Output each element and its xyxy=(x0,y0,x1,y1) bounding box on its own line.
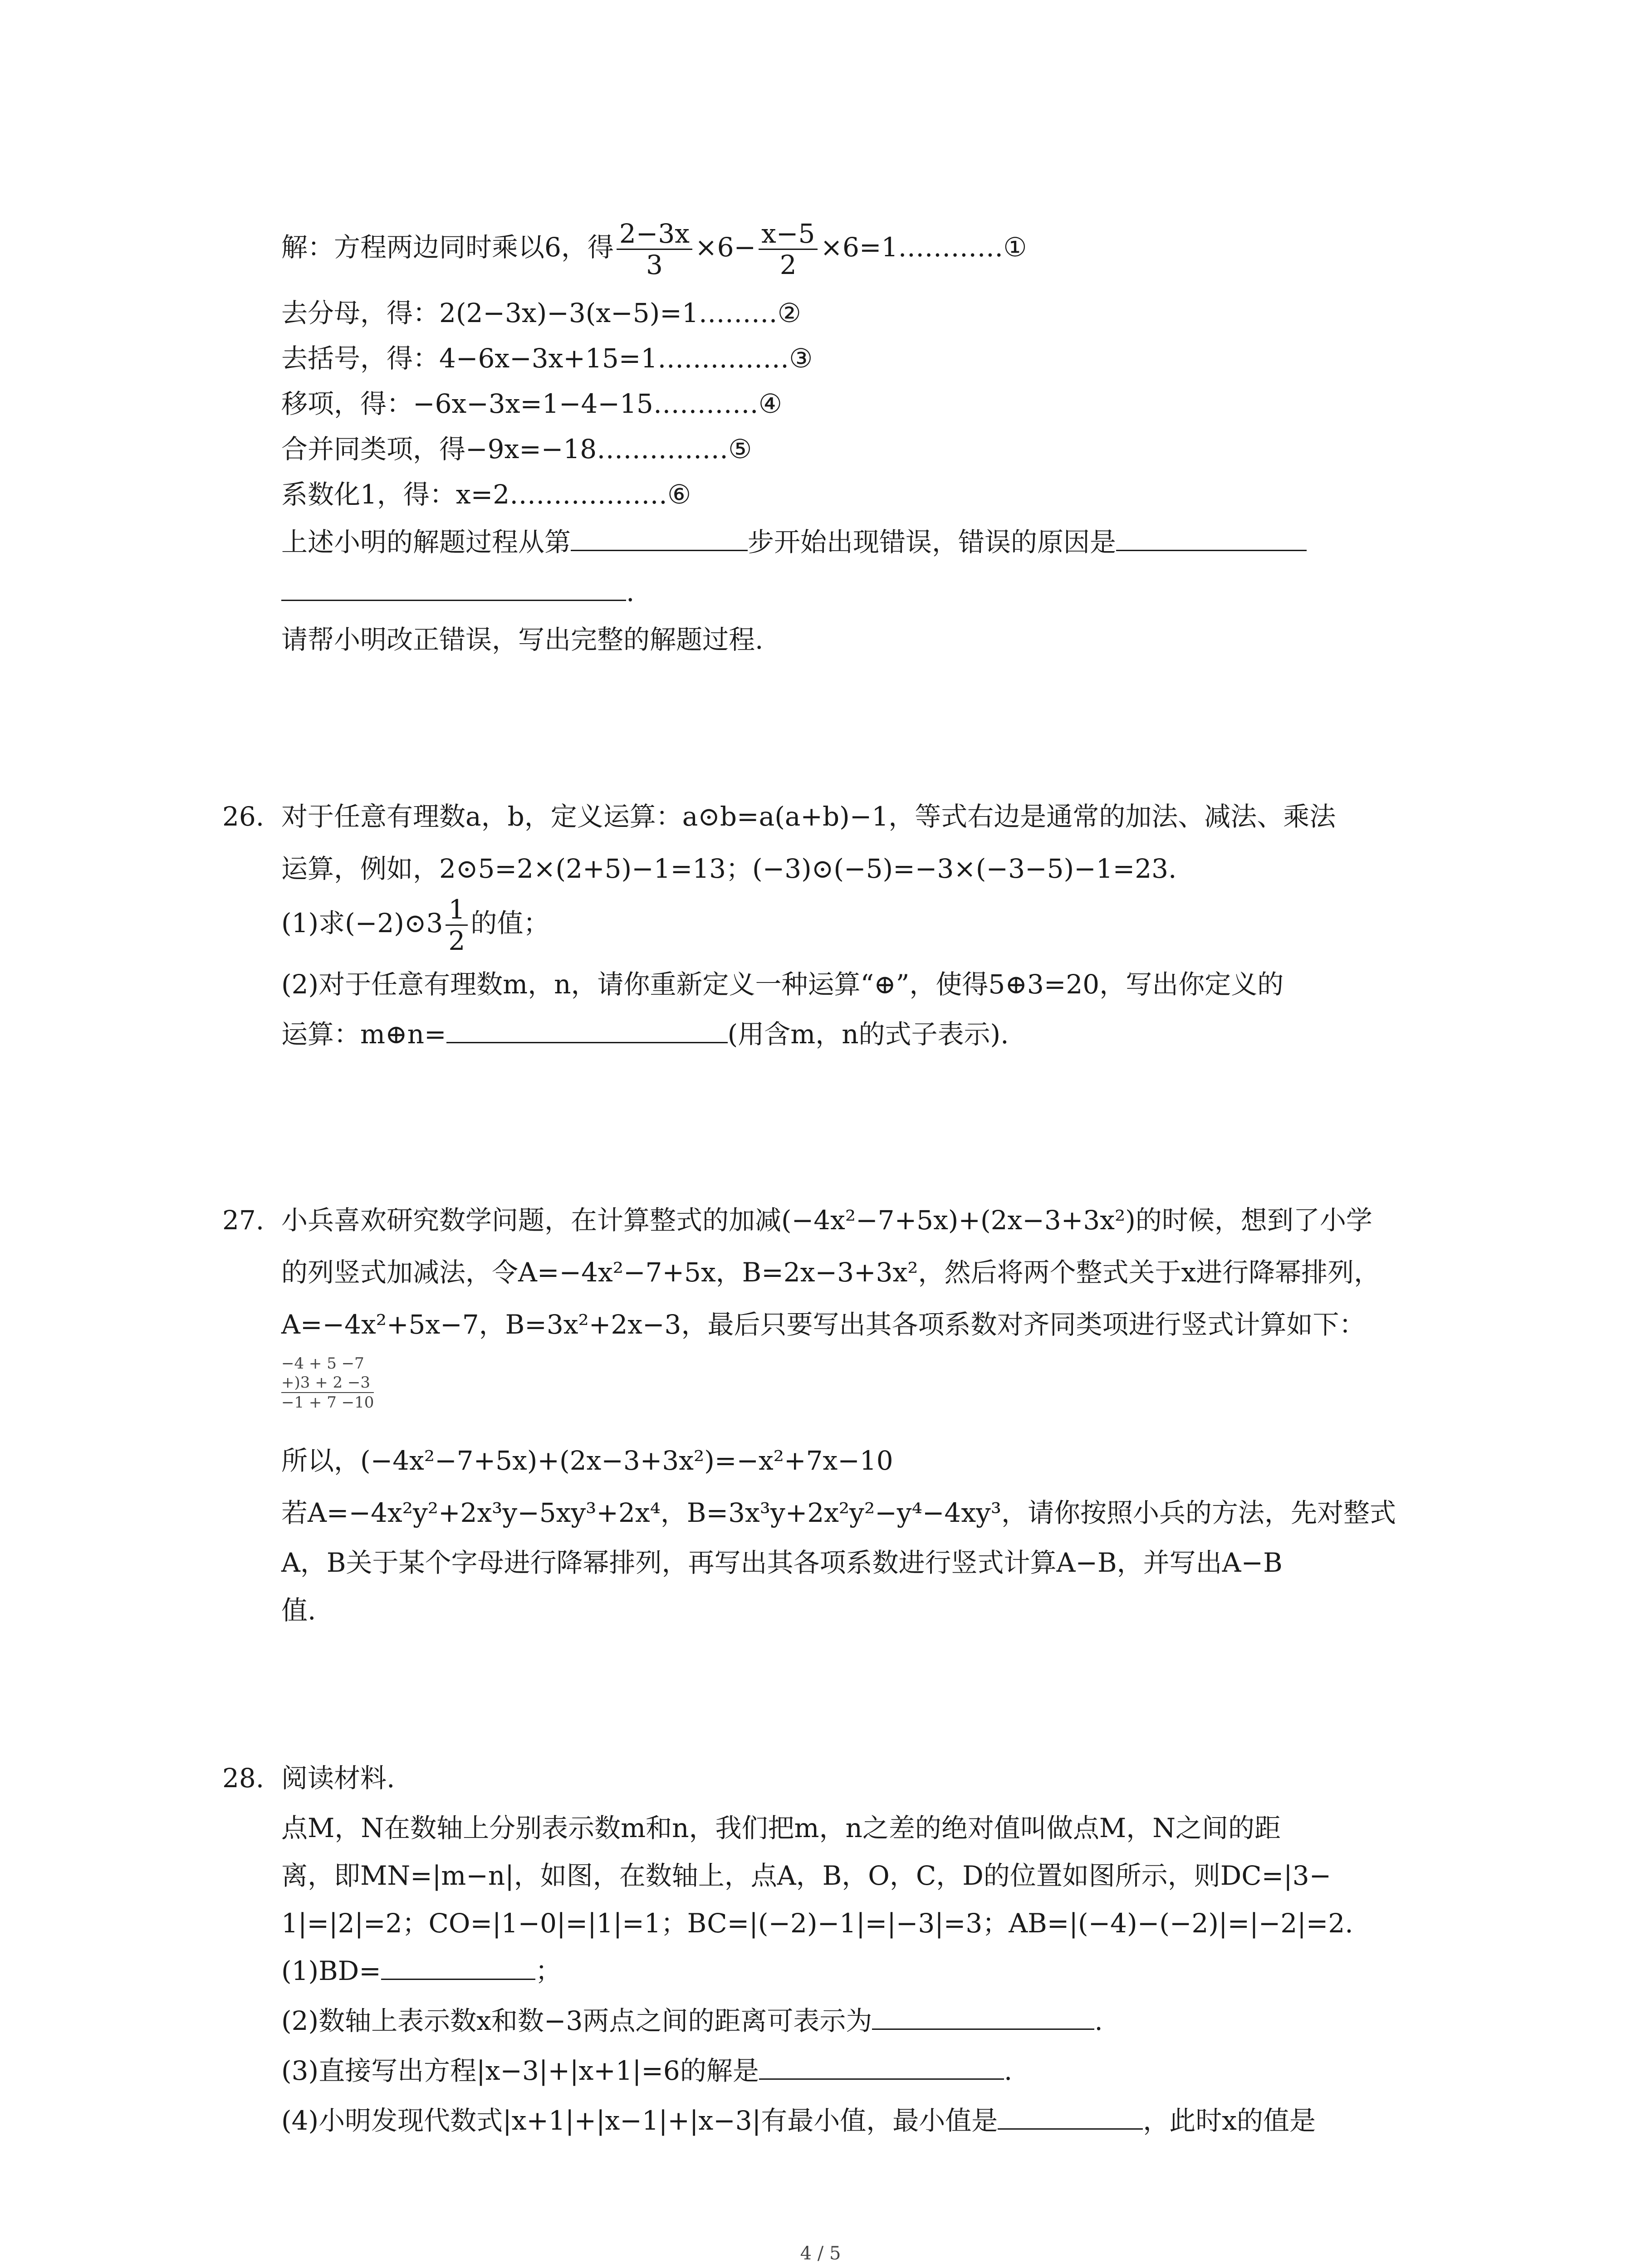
q28-part1-blank[interactable] xyxy=(381,1955,535,1980)
q28-part1: (1)BD= ； xyxy=(281,1955,562,1986)
q26-line2: 运算，例如，2⊙5=2×(2+5)−1=13；(−3)⊙(−5)=−3×(−3−5)−1=23. xyxy=(281,853,1177,884)
q27-table-row-1: −4 + 5 −7 xyxy=(281,1354,364,1373)
q25-step3: 去括号，得：4−6x−3x+15=1……………③ xyxy=(281,343,813,374)
q28-part2: (2)数轴上表示数x和数−3两点之间的距离可表示为 . xyxy=(281,2005,1103,2036)
q26-mixed-fraction: $\frac{1}{2}$ xyxy=(446,894,468,956)
page-number: 4 / 5 xyxy=(800,2243,841,2264)
q25-step5: 合并同类项，得−9x=−18……………⑤ xyxy=(281,434,752,464)
q25-step4: 移项，得：−6x−3x=1−4−15…………④ xyxy=(281,388,782,419)
q27-line2: 的列竖式加减法，令A=−4x²−7+5x，B=2x−3+3x²，然后将两个整式关于x进行降幂排列， xyxy=(281,1257,1381,1288)
q26-number: 26. xyxy=(222,801,265,832)
q28-title: 28. 阅读材料. xyxy=(222,1763,395,1794)
q26-line1: 26. 对于任意有理数a，b，定义运算：a⊙b=a(a+b)−1，等式右边是通常的加法、减法、乘法 xyxy=(222,801,1336,832)
q28-number: 28. xyxy=(222,1763,265,1794)
q25-answer-blank-reason-cont[interactable] xyxy=(281,576,626,601)
q27-line6: A，B关于某个字母进行降幂排列，再写出其各项系数进行竖式计算A−B，并写出A−B xyxy=(281,1547,1283,1578)
q26-answer-blank[interactable] xyxy=(446,1018,728,1043)
q26-part2-line2: 运算：m⊕n= (用含m，n的式子表示). xyxy=(281,1019,1009,1050)
q25-step2: 去分母，得：2(2−3x)−3(x−5)=1………② xyxy=(281,298,801,328)
q27-number: 27. xyxy=(222,1205,265,1236)
q28-line2: 离，即MN=|m−n|，如图，在数轴上，点A，B，O，C，D的位置如图所示，则DC=|3− xyxy=(281,1860,1332,1891)
q25-step6: 系数化1，得：x=2………………⑥ xyxy=(281,479,691,510)
q27-line4: 所以，(−4x²−7+5x)+(2x−3+3x²)=−x²+7x−10 xyxy=(281,1445,893,1476)
q28-part3: (3)直接写出方程|x−3|+|x+1|=6的解是 . xyxy=(281,2055,1013,2086)
q27-line1: 27. 小兵喜欢研究数学问题，在计算整式的加减(−4x²−7+5x)+(2x−3+3x²)的时候，想到了小学 xyxy=(222,1205,1372,1236)
q25-question-cont: . xyxy=(281,576,634,608)
q25-step1-intro: 解：方程两边同时乘以6，得 xyxy=(281,232,614,263)
q27-line5: 若A=−4x²y²+2x³y−5xy³+2x⁴，B=3x³y+2x²y²−y⁴−4xy³，请你按照小兵的方法，先对整式 xyxy=(281,1497,1396,1528)
q27-table-row-3: −1 + 7 −10 xyxy=(281,1393,374,1412)
q28-line1: 点M，N在数轴上分别表示数m和n，我们把m，n之差的绝对值叫做点M，N之间的距 xyxy=(281,1813,1281,1843)
q28-part4-blank-min[interactable] xyxy=(998,2105,1143,2130)
q27-line3: A=−4x²+5x−7，B=3x²+2x−3，最后只要写出其各项系数对齐同类项进行竖式计算如下： xyxy=(281,1309,1366,1340)
q28-part4: (4)小明发现代数式|x+1|+|x−1|+|x−3|有最小值，最小值是 ，此时x的值是 xyxy=(281,2105,1316,2136)
q25-instruction: 请帮小明改正错误，写出完整的解题过程. xyxy=(281,624,764,655)
q27-line7: 值. xyxy=(281,1595,316,1626)
q25-frac1: $\frac{2-3x}{3}$ xyxy=(617,219,692,280)
q26-part2-line1: (2)对于任意有理数m，n，请你重新定义一种运算“⊕”，使得5⊕3=20，写出你定义的 xyxy=(281,969,1284,1000)
q25-question: 上述小明的解题过程从第 步开始出现错误，错误的原因是 xyxy=(281,526,1307,558)
q25-step1: 解：方程两边同时乘以6，得 $\frac{2-3x}{3}$ ×6− $\frac{x-5}{2}$ ×6=1…………① xyxy=(281,218,1027,281)
q27-table-row-2: +)3 + 2 −3 xyxy=(281,1373,374,1393)
q25-answer-blank-reason[interactable] xyxy=(1116,526,1307,551)
q28-part3-blank[interactable] xyxy=(759,2055,1004,2080)
q25-answer-blank-step[interactable] xyxy=(571,526,748,551)
q27-vertical-calculation xyxy=(281,1354,374,1412)
q25-frac2: $\frac{x-5}{2}$ xyxy=(759,219,818,280)
q26-part1: (1)求(−2)⊙3 $\frac{1}{2}$ 的值； xyxy=(281,894,550,957)
q28-part2-blank[interactable] xyxy=(872,2005,1094,2030)
q28-line3: 1|=|2|=2；CO=|1−0|=|1|=1；BC=|(−2)−1|=|−3|=3；AB=|(−4)−(−2)|=|−2|=2. xyxy=(281,1908,1353,1939)
